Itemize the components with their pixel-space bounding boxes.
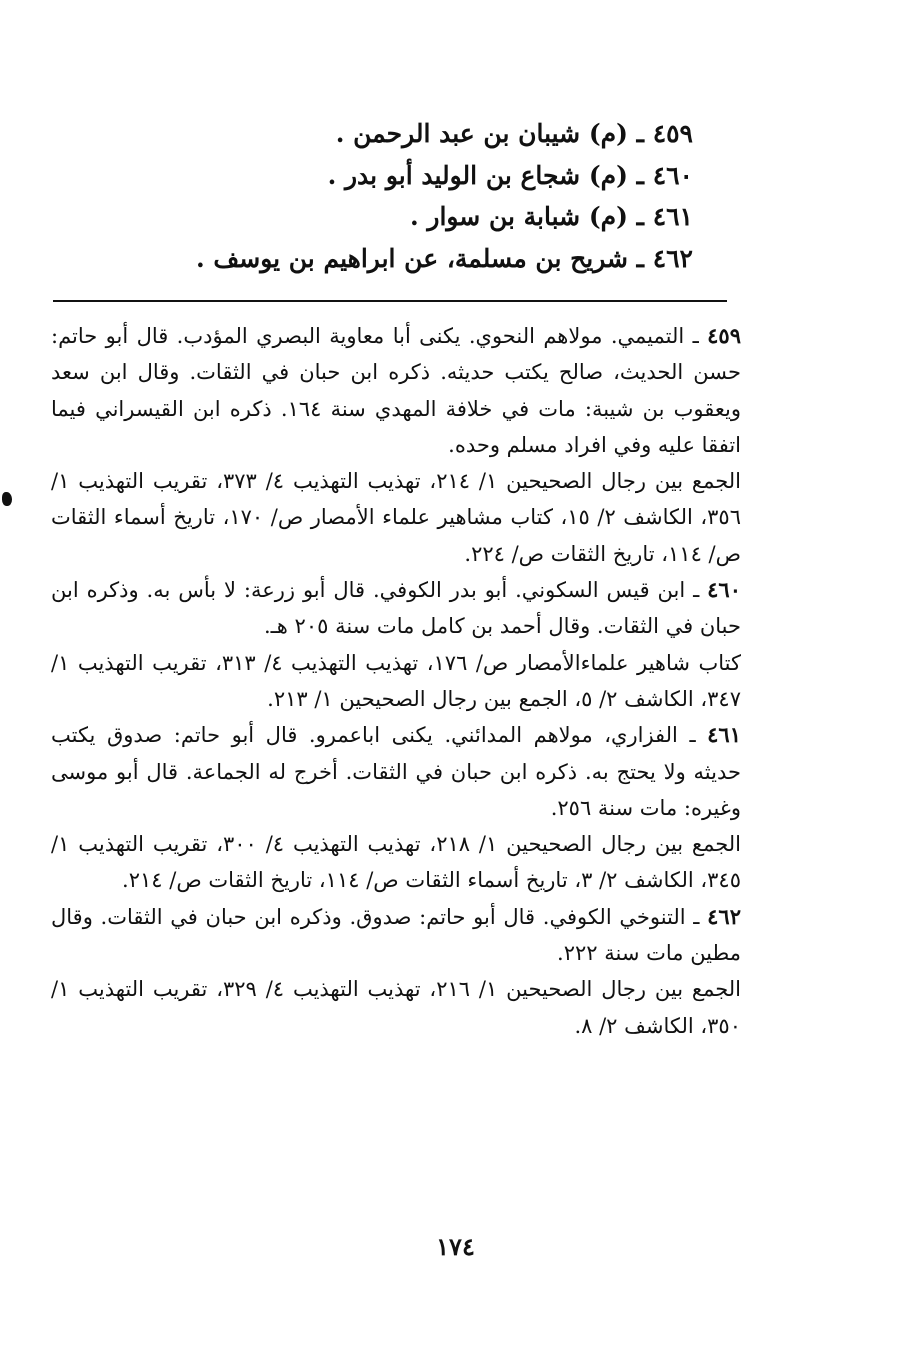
- footnote-references: كتاب شاهير علماءالأمصار ص/ ١٧٦، تهذيب التهذيب ٤/ ٣١٣، تقريب التهذيب ١/ ٣٤٧، الكاشف ٢/ ٥، الجمع بين رجال الصحيحين ١/ ٢١٣.: [51, 650, 741, 711]
- footnote-number: ٤٥٩: [707, 323, 741, 348]
- footnote-number: ٤٦٠: [707, 577, 741, 603]
- footnote-separator: [53, 300, 727, 302]
- main-entry: ٤٥٩ ـ (م) شيبان بن عبد الرحمن .: [335, 119, 693, 148]
- footnote-number: ٤٦١: [707, 722, 741, 748]
- footnote-462: [51, 899, 741, 1044]
- footnote-text: ـ التميمي. مولاهم النحوي. يكنى أبا معاوية البصري المؤدب. قال أبو حاتم: حسن الحديث، صالح يكتب حديثه. ذكره ابن حبان في الثقات. وقال ابن سعد ويعقوب بن شيبة: مات في خلافة المهدي سنة ١٦٤. ذكره ابن القيسراني فيما اتفقا عليه وفي افراد مسلم وحده.: [51, 324, 741, 457]
- footnote-references: الجمع بين رجال الصحيحين ١/ ٢١٤، تهذيب التهذيب ٤/ ٣٧٣، تقريب التهذيب ١/ ٣٥٦، الكاشف ٢/ ١٥، كتاب مشاهير علماء الأمصار ص/ ١٧٠، تاريخ أسماء الثقات ص/ ١١٤، تاريخ الثقات ص/ ٢٢٤.: [51, 469, 742, 566]
- footnote-459: [51, 318, 741, 572]
- footnote-number: ٤٦٢: [707, 903, 741, 929]
- footnote-text: ـ ابن قيس السكوني. أبو بدر الكوفي. قال أبو زرعة: لا بأس به. وذكره ابن حبان في الثقات. وقال أحمد بن كامل مات سنة ٢٠٥ هـ.: [51, 578, 741, 639]
- footnote-references: الجمع بين رجال الصحيحين ١/ ٢١٨، تهذيب التهذيب ٤/ ٣٠٠، تقريب التهذيب ١/ ٣٤٥، الكاشف ٢/ ٣، تاريخ أسماء الثقات ص/ ١١٤، تاريخ الثقات ص/ ٢١٤.: [51, 832, 742, 893]
- footnote-text: ـ التنوخي الكوفي. قال أبو حاتم: صدوق. وذكره ابن حبان في الثقات. وقال مطين مات سنة ٢٢٢.: [51, 904, 741, 966]
- footnote-references: الجمع بين رجال الصحيحين ١/ ٢١٦، تهذيب التهذيب ٤/ ٣٢٩، تقريب التهذيب ١/ ٣٥٠، الكاشف ٢/ ٨.: [51, 977, 742, 1038]
- margin-ink-mark: [2, 492, 12, 506]
- main-entry-list: [173, 113, 693, 279]
- main-entry: ٤٦٢ ـ شريح بن مسلمة، عن ابراهيم بن يوسف .: [195, 243, 693, 273]
- main-entry: ٤٦١ ـ (م) شبابة بن سوار .: [409, 202, 693, 231]
- footnote-460: [51, 572, 741, 717]
- footnote-461: [51, 717, 741, 898]
- main-entry: ٤٦٠ ـ (م) شجاع بن الوليد أبو بدر .: [327, 160, 693, 190]
- page-number: ١٧٤: [436, 1232, 475, 1261]
- footnote-text: ـ الفزاري، مولاهم المدائني. يكنى اباعمرو. قال أبو حاتم: صدوق يكتب حديثه ولا يحتج به. ذكره ابن حبان في الثقات. أخرج له الجماعة. قال أبو موسى وغيره: مات سنة ٢٥٦.: [51, 723, 741, 820]
- footnotes: [51, 318, 741, 1044]
